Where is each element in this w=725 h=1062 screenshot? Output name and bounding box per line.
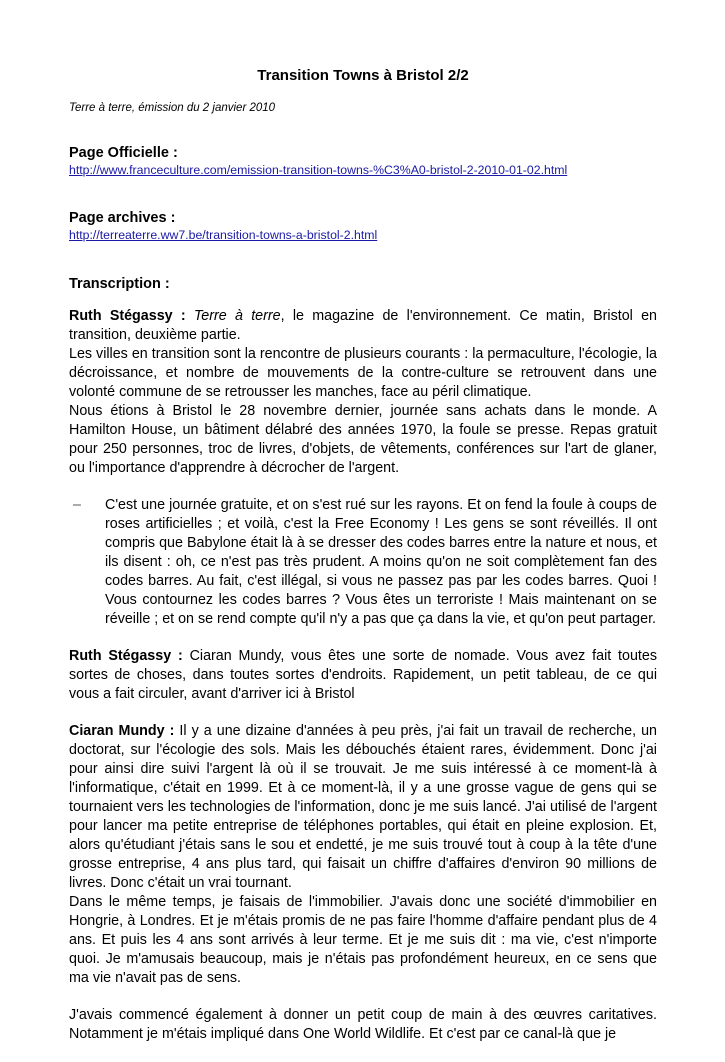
subtitle: Terre à terre, émission du 2 janvier 2010	[69, 102, 276, 114]
speaker-name: Ruth Stégassy :	[69, 308, 186, 324]
paragraph-line: Dans le même temps, je faisais de l'immobilier. J'avais donc une société d'immobilier en Hongrie, à Londres. Et je m'étais promis de ne pas faire l'homme d'affaire pendant plus de 4 ans. Et puis les 4 ans sont arrivés à leur terme. Et je me suis dit : ma vie, c'est n'importe quoi. Je m'amusais beaucoup, mais je n'étais pas profondément heureux, en ce sens que ma vie n'avait pas de sens.	[69, 894, 657, 986]
speaker-name: Ciaran Mundy :	[69, 723, 175, 739]
quote-bullet: – C'est une journée gratuite, et on s'est rué sur les rayons. Et on fend la foule à coups de roses artificielles ; et voilà, c'est la Free Economy ! Les gens se sont réveillés. Il ont compris que Babylone était là à se dresser des codes barres entre la nature et nous, et ils disent : oh, ce n'est pas très prudent. A moins qu'on ne soit complètement fan des codes barres. Au fait, c'est illégal, si vous ne passez pas par les codes barres. Quoi ! Vous contournez les codes barres ? Vous êtes un terroriste ! Mais maintenant on se réveille ; et on se rend compte qu'il n'y a pas que ça dans la vie, et qu'on peut partager.	[73, 497, 657, 627]
page-title: Transition Towns à Bristol 2/2	[257, 67, 469, 84]
official-page-heading: Page Officielle :	[69, 145, 178, 161]
archives-link[interactable]: http://terreaterre.ww7.be/transition-towns-a-bristol-2.html	[69, 228, 378, 242]
archives-heading: Page archives :	[69, 210, 176, 226]
paragraph-answer: Ciaran Mundy : Il y a une dizaine d'années à peu près, j'ai fait un travail de recherche, un doctorat, sur l'écologie des sols. Mais les débouchés étaient rares, évidemment. Donc j'ai pour ainsi dire suivi l'argent là où il se trouvait. Je me suis intéressé à ce moment-là à l'informatique, c'était en 1999. Et à ce moment-là, il y a une grosse vague de gens qui se tournaient vers les technologies de l'information, donc je me suis lancé. J'ai utilisé de l'argent pour lancer ma petite entreprise de téléphones portables, qui était en pleine explosion. Et, alors qu'étudiant j'étais sans le sou et endetté, je me suis trouvé tout à coup à la tête d'une grosse entreprise, 4 ans plus tard, qui faisait un chiffre d'affaires d'environ 90 millions de livres. Donc c'était un vrai tournant. Dans le même temps, je faisais de l'immobilier. J'avais donc une société d'immobilier en Hongrie, à Londres. Et je m'étais promis de ne pas faire l'homme d'affaire pendant plus de 4 ans. Et puis les 4 ans sont arrivés à leur terme. Et je me suis dit : ma vie, c'est n'importe quoi. Je m'amusais beaucoup, mais je n'étais pas profondément heureux, en ce sens que ma vie n'avait pas de sens.	[69, 723, 657, 986]
speaker-name: Ruth Stégassy :	[69, 648, 183, 664]
paragraph-line: Les villes en transition sont la rencontre de plusieurs courants : la permaculture, l'écologie, la décroissance, et nombre de mouvements de la contre-culture se retrouvent dans une volonté commune de se retrousser les manches, face au péril climatique.	[69, 346, 657, 400]
paragraph-intro: Ruth Stégassy : Terre à terre, le magazine de l'environnement. Ce matin, Bristol en transition, deuxième partie. Les villes en transition sont la rencontre de plusieurs courants : la permaculture, l'écologie, la décroissance, et nombre de mouvements de la contre-culture se retrouvent dans une volonté commune de se retrousser les manches, face au péril climatique. Nous étions à Bristol le 28 novembre dernier, journée sans achats dans le monde. A Hamilton House, un bâtiment délabré des années 1970, la foule se presse. Repas gratuit pour 250 personnes, troc de livres, d'objets, de vêtements, conférences sur l'art de glaner, ou l'importance d'apprendre à décrocher de l'argent.	[69, 308, 657, 476]
official-page-section	[69, 145, 567, 177]
transcription-heading: Transcription :	[69, 276, 170, 292]
official-page-link[interactable]: http://www.franceculture.com/emission-transition-towns-%C3%A0-bristol-2-2010-01-02.html	[69, 163, 568, 177]
transcription-body	[69, 307, 657, 1062]
paragraph-question: Ruth Stégassy : Ciaran Mundy, vous êtes une sorte de nomade. Vous avez fait toutes sortes de choses, dans toutes sortes d'endroits. Rapidement, un petit tableau, de ce qui vous a fait circuler, avant d'arriver ici à Bristol	[69, 648, 657, 702]
show-name: Terre à terre	[193, 308, 281, 324]
paragraph-line: Nous étions à Bristol le 28 novembre dernier, journée sans achats dans le monde. A Hamilton House, un bâtiment délabré des années 1970, la foule se presse. Repas gratuit pour 250 personnes, troc de livres, d'objets, de vêtements, conférences sur l'art de glaner, ou l'importance d'apprendre à décrocher de l'argent.	[69, 403, 657, 476]
dash-bullet-icon: –	[73, 497, 81, 513]
paragraph-continuation: J'avais commencé également à donner un petit coup de main à des œuvres caritatives. Notamment je m'étais impliqué dans One World Wildlife. Et c'est par ce canal-là que je	[69, 1007, 657, 1042]
archives-section	[69, 210, 377, 242]
